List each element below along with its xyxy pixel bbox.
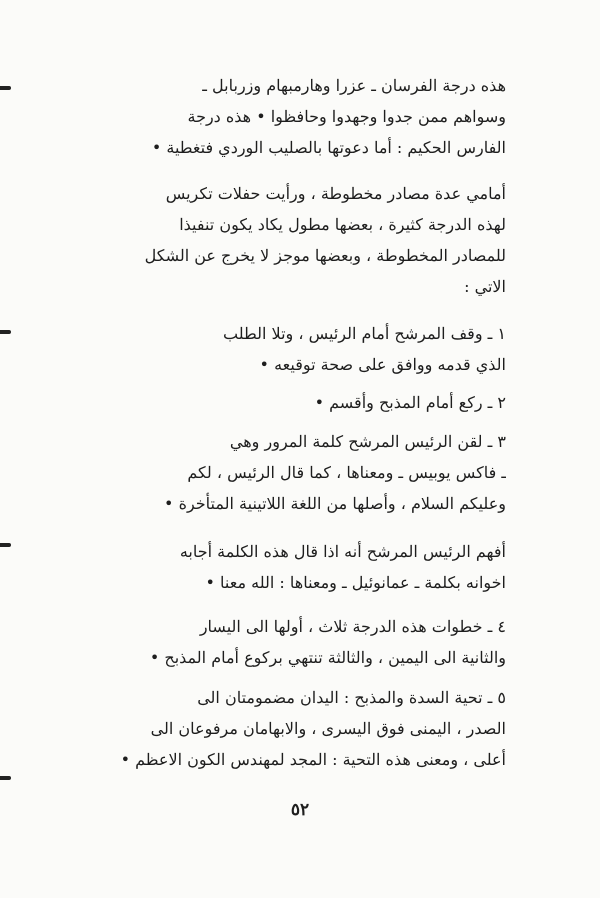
text-line: ٢ ـ ركع أمام المذبح وأقسم • (314, 393, 506, 412)
text-line: الاتي : (464, 277, 506, 296)
text-line: ٤ ـ خطوات هذه الدرجة ثلاث ، أولها الى اليسار (199, 617, 506, 636)
text-line: اخوانه بكلمة ـ عمانوئيل ـ ومعناها : الله معنا • (205, 573, 506, 592)
text-line: وسواهم ممن جدوا وجهدوا وحافظوا • هذه درجة (187, 107, 506, 126)
paragraph-knights-degree (86, 70, 506, 163)
text-line: للمصادر المخطوطة ، وبعضها موجز لا يخرج عن الشكل (144, 246, 506, 265)
text-line: وعليكم السلام ، وأصلها من اللغة اللاتينية المتأخرة • (164, 494, 506, 513)
margin-mark (0, 776, 11, 780)
paragraph-password-reply (86, 536, 506, 598)
text-line: هذه درجة الفرسان ـ عزرا وهارمبهام وزربابل ـ (202, 76, 506, 95)
text-line: ـ فاكس يوبيس ـ ومعناها ، كما قال الرئيس ، لكم (187, 463, 506, 482)
paragraph-step-2 (86, 387, 506, 418)
margin-mark (0, 330, 11, 334)
paragraph-step-1 (86, 318, 506, 380)
paragraph-step-4 (86, 611, 506, 673)
text-line: الفارس الحكيم : أما دعوتها بالصليب الوردي فتغطية • (151, 138, 506, 157)
text-line: لهذه الدرجة كثيرة ، بعضها مطول يكاد يكون تنفيذا (179, 215, 506, 234)
margin-mark (0, 543, 11, 547)
paragraph-sources (86, 178, 506, 302)
text-line: ٣ ـ لقن الرئيس المرشح كلمة المرور وهي (229, 432, 506, 451)
text-line: ١ ـ وقف المرشح أمام الرئيس ، وتلا الطلب (222, 324, 506, 343)
margin-mark (0, 86, 11, 90)
text-line: ٥ ـ تحية السدة والمذبح : اليدان مضمومتان الى (197, 688, 506, 707)
page-number: ٥٢ (290, 800, 310, 820)
text-line: أعلى ، ومعنى هذه التحية : المجد لمهندس الكون الاعظم • (120, 750, 506, 769)
text-line: والثانية الى اليمين ، والثالثة تنتهي بركوع أمام المذبح • (149, 648, 506, 667)
text-line: أمامي عدة مصادر مخطوطة ، ورأيت حفلات تكريس (165, 184, 506, 203)
text-line: أفهم الرئيس المرشح أنه اذا قال هذه الكلمة أجابه (179, 542, 506, 561)
text-line: الذي قدمه ووافق على صحة توقيعه • (259, 355, 506, 374)
text-line: الصدر ، اليمنى فوق اليسرى ، والابهامان مرفوعان الى (150, 719, 506, 738)
paragraph-step-3 (86, 426, 506, 519)
paragraph-step-5 (86, 682, 506, 775)
